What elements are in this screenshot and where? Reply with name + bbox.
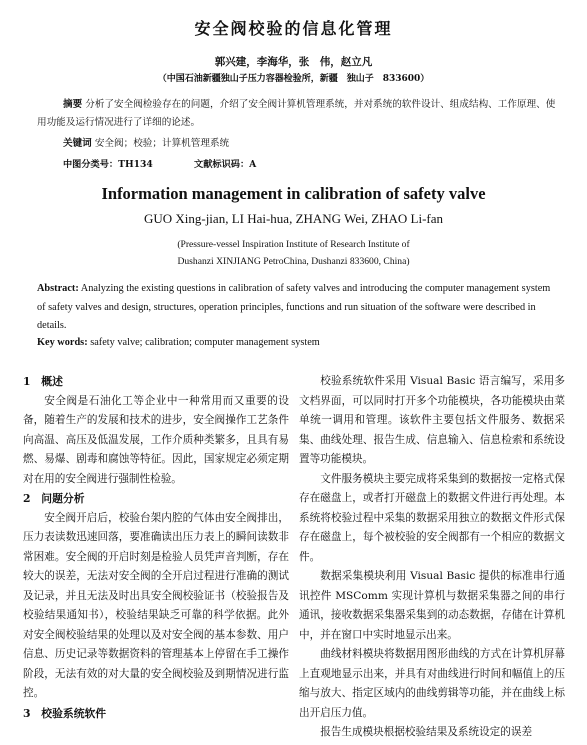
keywords-cn-text: 安全阀；校验；计算机管理系统 (94, 138, 230, 149)
abstract-en-text: Analyzing the existing questions in calibration of safety valves and introducing the computer management system of safety valves and design, structures, operation principles, functions and run situation of the software were described in details. (37, 283, 551, 331)
abstract-cn-text: 分析了安全阀检验存在的问题，介绍了安全阀计算机管理系统，并对系统的软件设计、组成结构、工作原理、使用功能及运行情况进行了详细的论述。 (37, 99, 556, 128)
section-heading-problem-analysis: 2 问题分析 (23, 492, 85, 505)
section-heading-software: 3 校验系统软件 (23, 706, 107, 720)
affiliation-en-line1: (Pressure-vessel Inspiration Institute of Research Institute of (177, 239, 410, 250)
keywords-en (37, 337, 320, 348)
affiliation-en-line2: Dushanzi XINJIANG PetroChina, Dushanzi 833600, China) (177, 256, 410, 267)
abstract-en (37, 280, 552, 336)
classification-line (63, 156, 294, 170)
keywords-cn (63, 135, 229, 149)
abstract-en-label: Abstract: (37, 283, 79, 294)
left-column (23, 372, 289, 723)
right-column (299, 372, 565, 743)
affiliation-en (0, 236, 587, 270)
paragraph-overview: 安全阀是石油化工等企业中一种常用而又重要的设备，随着生产的发展和技术的进步，安全阀操作工艺条件向高温、高压及低温发展，工作介质种类繁多，且具有易燃、易爆、剧毒和腐蚀等特征。因此，国家规定必须定期对在用的安全阀进行强制性检验。 (23, 394, 289, 485)
paper-title-cn: 安全阀校验的信息化管理 (194, 19, 393, 38)
authors-en: GUO Xing-jian, LI Hai-hua, ZHANG Wei, ZHAO Li-fan (143, 211, 444, 226)
keywords-cn-label: 关键词 (63, 138, 92, 149)
paper-title-en: Information management in calibration of safety valve (101, 184, 486, 203)
clc-number: 中图分类号：TH134 (63, 159, 153, 170)
affiliation-cn: （中国石油新疆独山子压力容器检验所，新疆 独山子 833600） (157, 74, 430, 84)
paragraph-report-generation: 报告生成模块根据校验结果及系统设定的误差 (320, 726, 533, 738)
section-heading-overview: 1 概述 (23, 375, 63, 388)
keywords-en-text: safety valve; calibration; computer management system (87, 337, 320, 348)
paragraph-software-intro: 校验系统软件采用 Visual Basic 语言编写，采用多文档界面，可以同时打开多个功能模块，各功能模块由菜单统一调用和管理。该软件主要包括文件服务、数据采集、曲线处理、报告生成、信息输入、信息检索和系统设置等功能模块。 (299, 375, 565, 465)
abstract-cn-label: 摘要 (63, 99, 83, 110)
keywords-en-label: Key words: (37, 337, 88, 348)
paragraph-file-service: 文件服务模块主要完成将采集到的数据按一定格式保存在磁盘上，或者打开磁盘上的数据文件进行再处理。本系统将校验过程中采集的数据采用独立的数据文件形式保存在磁盘上，每个被校验的安全阀都有一个相应的数据文件。 (299, 472, 565, 563)
abstract-cn (37, 96, 557, 132)
paragraph-curve-processing: 曲线材料模块将数据用图形曲线的方式在计算机屏幕上直观地显示出来，并具有对曲线进行时间和幅值上的压缩与放大、指定区域内的曲线剪辑等功能，并在曲线上标出开启压力值。 (299, 648, 565, 719)
document-code: 文献标识码：A (194, 159, 257, 170)
paragraph-problem-analysis: 安全阀开启后，校验台架内腔的气体由安全阀排出，压力表读数迅速回落，要准确读出压力表上的瞬间读数非常困难。安全阀的开启时刻是检验人员凭声音判断，存在较大的误差，无法对安全阀的全开启过程进行准确的测试及记录，并且无法及时出具安全阀校验证书（校验报告及校验结果通知书），校验结果缺乏可靠的科学依据。此外对安全阀校验结果的处理以及对安全阀的基本参数、用户信息、历史记录等数据资料的管理基本上停留在手工操作阶段，无法有效的对大量的安全阀校验及到期情况进行监控。 (23, 511, 289, 699)
paragraph-data-acquisition: 数据采集模块利用 Visual Basic 提供的标准串行通讯控件 MSComm 实现计算机与数据采集器之间的串行通讯，接收数据采集器采集到的动态数据，存储在计算机中，并在窗口中实时地显示出来。 (299, 570, 565, 641)
authors-cn: 郭兴建，李海华，张 伟，赵立凡 (214, 56, 373, 68)
